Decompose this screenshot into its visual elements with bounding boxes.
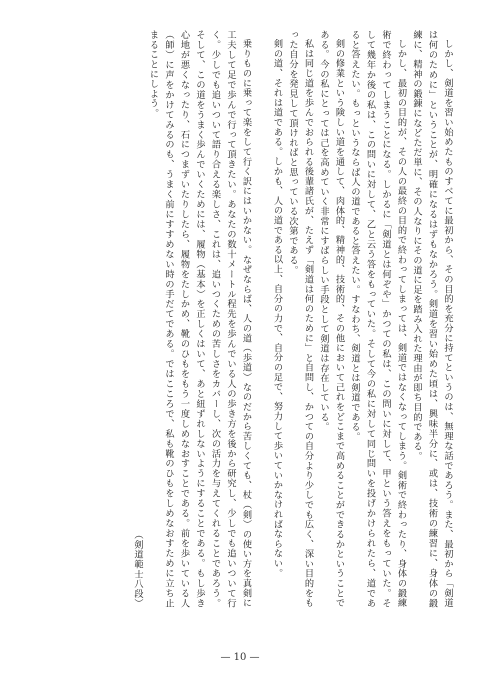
article-body [22,30,455,608]
author-signature: （剣道範士八段） [132,529,143,608]
paragraph: 剣の修業という険しい道を通して、肉体的、精神的、技術的、その他において己れをどこまで高めることができるかということである。今の私にとっては己を高めていく非常にすばらしい手段として剣道は存在している。 [318,30,345,608]
page-number: — 10 — [220,652,260,663]
paragraph: しかし、最初の目的が、その人の最終の目的で終わってしまっては、剣道ではなくなってしまう。剣術で終わったり、身体の鍛練術で終わってしまうことになる。しかるに「剣道とは何ぞや」かつての私は、この問いに対して、甲という答えをもっていた。そして幾年か後の私は、この問いに対して、乙と云う答をもっていた。そして今の私に対して同じ問いを投げかけられたら、道であると答えたい。もっというならば人の道であると答えたい。すなわち、剣道とは剣道である。 [349,30,407,608]
paragraph: 私は同じ道を歩んでおられる後輩諸氏が、たえず「剣道は何のために」と自問し、かつての自分より少しでも広く、深い目的をもった自分を発見して頂ければと思っている次第である。 [287,30,314,608]
paragraph: 乗りものに乗って楽をして行く訳にはいかない。なぜならば、人の道（歩道）なのだから苦しくても、杖（剣）の使い方を真剣に工夫して足で歩んで行って頂きたい。あなたの数十メートル程先を歩んでいる人の歩き方を後から研究し、少しでも追いついて行く。少しでも追いついて語り合える楽しさ、これは、追いつくための苦しさをカバーし、次の活力を与えてくれることであろう。そして、この道をうまく歩んでいくためには、履物（基本）を正しくはいて、あと紐ずれしないようにすることである。もし歩き心地が悪くなったり、石につまずいたりしたら、履物をたしかめ、靴のひもをもう一度しめなおすことである。前を歩いている人（師）に声をかけてみるのも、うまく前にすすめない時の手だてである。ではこころで、私も靴のひもをしめなおすために立ち止まることにしよう。 [147,30,252,608]
blank-line [254,30,270,608]
paragraph: 剣の道、それは道である。しかも、人の道である以上、自分の力で、自分の足で、努力して歩いていかなければならない。 [271,39,283,579]
paragraph: しかし、剣道を習い始めたものすべてに最初から、その目的を充分に持てというのは、無理な話であろう。また、最初から「剣道は何のために」ということが、明確になるはずもなかろう。剣道を習い始めた頃は、興味半分に、或は、技術の練習に、身体の鍛練に、精神の鍛錬になどただ単に、その人なりにその道に足を踏み入れた理由が即ち目的である。 [411,30,453,608]
